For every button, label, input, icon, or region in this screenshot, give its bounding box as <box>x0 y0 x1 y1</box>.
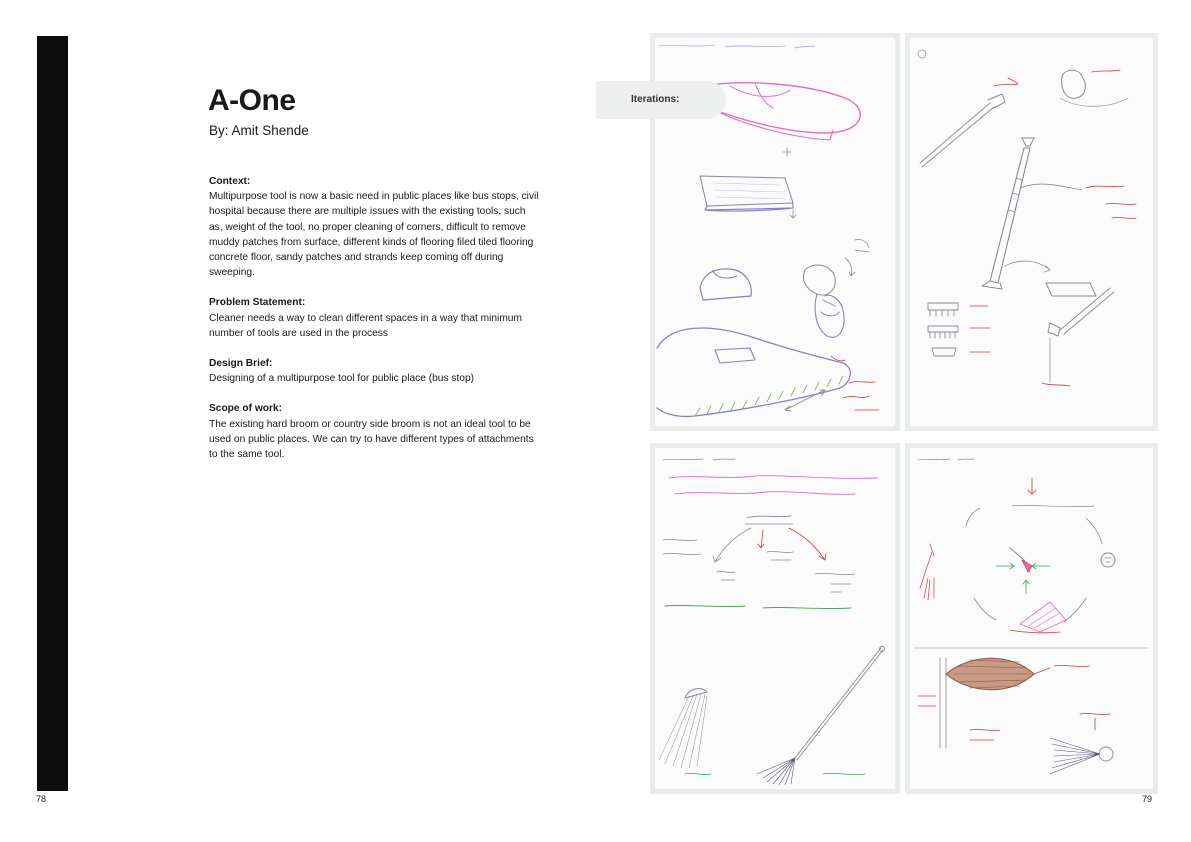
brief-text: Designing of a multipurpose tool for public place (bus stop) <box>209 373 475 385</box>
page-number-right: 79 <box>1142 794 1153 804</box>
mindmap-sketches <box>655 448 895 789</box>
scope-text: The existing hard broom or country side broom is not an ideal tool to be used on public places. We can try to have different types of attachments to the same tool. <box>209 418 534 461</box>
context-heading: Context: <box>209 176 251 187</box>
context-section <box>209 174 539 280</box>
page-number-left: 78 <box>36 794 47 804</box>
problem-heading: Problem Statement: <box>209 297 306 309</box>
brief-section <box>209 356 539 386</box>
problem-text: Cleaner needs a way to clean different spaces in a way that minimum number of tools are used in the process <box>209 312 522 339</box>
brief-heading: Design Brief: <box>209 358 273 370</box>
project-title: A-One <box>208 84 296 117</box>
sketch-sheet-ideation <box>905 443 1158 794</box>
scope-heading: Scope of work: <box>209 403 283 415</box>
sketch-sheet-handle <box>905 33 1158 431</box>
problem-section <box>209 295 539 341</box>
ideation-sketches <box>910 448 1153 789</box>
context-text: Multipurpose tool is now a basic need in public places like bus stops, civil hospital because there are multiple issues with the existing tools, such as, weight of the tool, no proper cleaning of corners, difficult to remove muddy patches from surface, different kinds of flooring filed tiled flooring concrete floor, sandy patches and strands keep coming off during sweeping. <box>209 191 539 279</box>
sketch-sheet-mindmap <box>650 443 900 794</box>
scope-section <box>209 401 539 462</box>
project-author: By: Amit Shende <box>209 123 309 138</box>
project-description <box>209 174 539 477</box>
iterations-label: Iterations: <box>631 94 680 105</box>
handle-sketches <box>910 38 1153 426</box>
book-spine <box>37 36 68 791</box>
